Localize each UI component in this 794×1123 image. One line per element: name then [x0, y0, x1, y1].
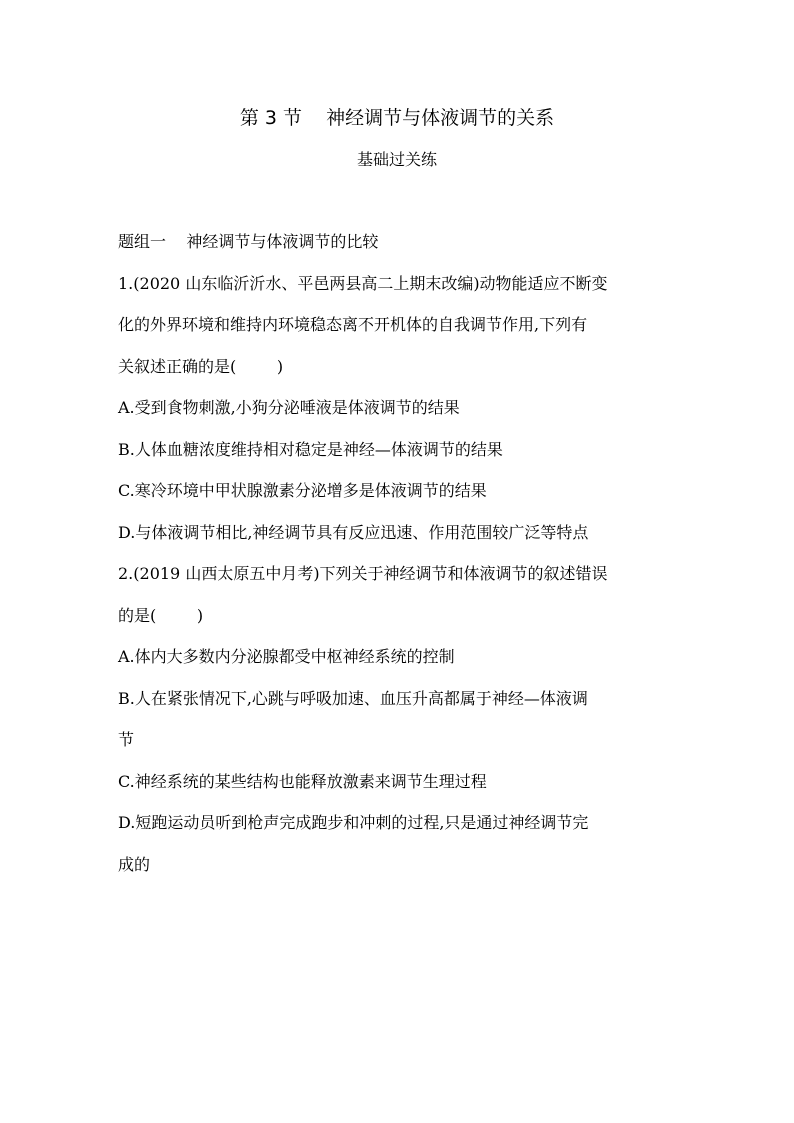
question-2-option-a: A.体内大多数内分泌腺都受中枢神经系统的控制: [118, 647, 455, 666]
question-1-stem-line-3: 关叙述正确的是( ): [118, 356, 284, 376]
question-2-option-d-line-1: D.短跑运动员听到枪声完成跑步和冲刺的过程,只是通过神经调节完: [118, 813, 589, 832]
question-1-option-b: B.人体血糖浓度维持相对稳定是神经—体液调节的结果: [118, 439, 503, 459]
question-2-stem-line-2: 的是( ): [118, 605, 204, 625]
question-2-option-b-line-2: 节: [118, 730, 135, 749]
question-2-option-b-line-1: B.人在紧张情况下,心跳与呼吸加速、血压升高都属于神经—体液调: [118, 688, 588, 708]
question-1-option-c: C.寒冷环境中甲状腺激素分泌增多是体液调节的结果: [118, 481, 487, 500]
question-1-option-a: A.受到食物刺激,小狗分泌唾液是体液调节的结果: [118, 398, 460, 417]
section-subtitle: 基础过关练: [356, 150, 437, 169]
question-1-stem-line-1: 1.(2020 山东临沂沂水、平邑两县高二上期末改编)动物能适应不断变: [118, 273, 608, 293]
question-2-option-c: C.神经系统的某些结构也能释放激素来调节生理过程: [118, 771, 487, 791]
question-2-option-d-line-2: 成的: [118, 854, 151, 874]
question-1-option-d: D.与体液调节相比,神经调节具有反应迅速、作用范围较广泛等特点: [118, 522, 589, 542]
question-2-stem-line-1: 2.(2019 山西太原五中月考)下列关于神经调节和体液调节的叙述错误: [118, 564, 608, 583]
question-2: [118, 562, 688, 877]
section-title: 第 3 节 神经调节与体液调节的关系: [239, 107, 555, 129]
document-body: [118, 230, 688, 894]
question-1: [118, 272, 688, 545]
question-1-stem-line-2: 化的外界环境和维持内环境稳态离不开机体的自我调节作用,下列有: [118, 315, 588, 334]
question-group-heading: 题组一 神经调节与体液调节的比较: [118, 232, 379, 251]
